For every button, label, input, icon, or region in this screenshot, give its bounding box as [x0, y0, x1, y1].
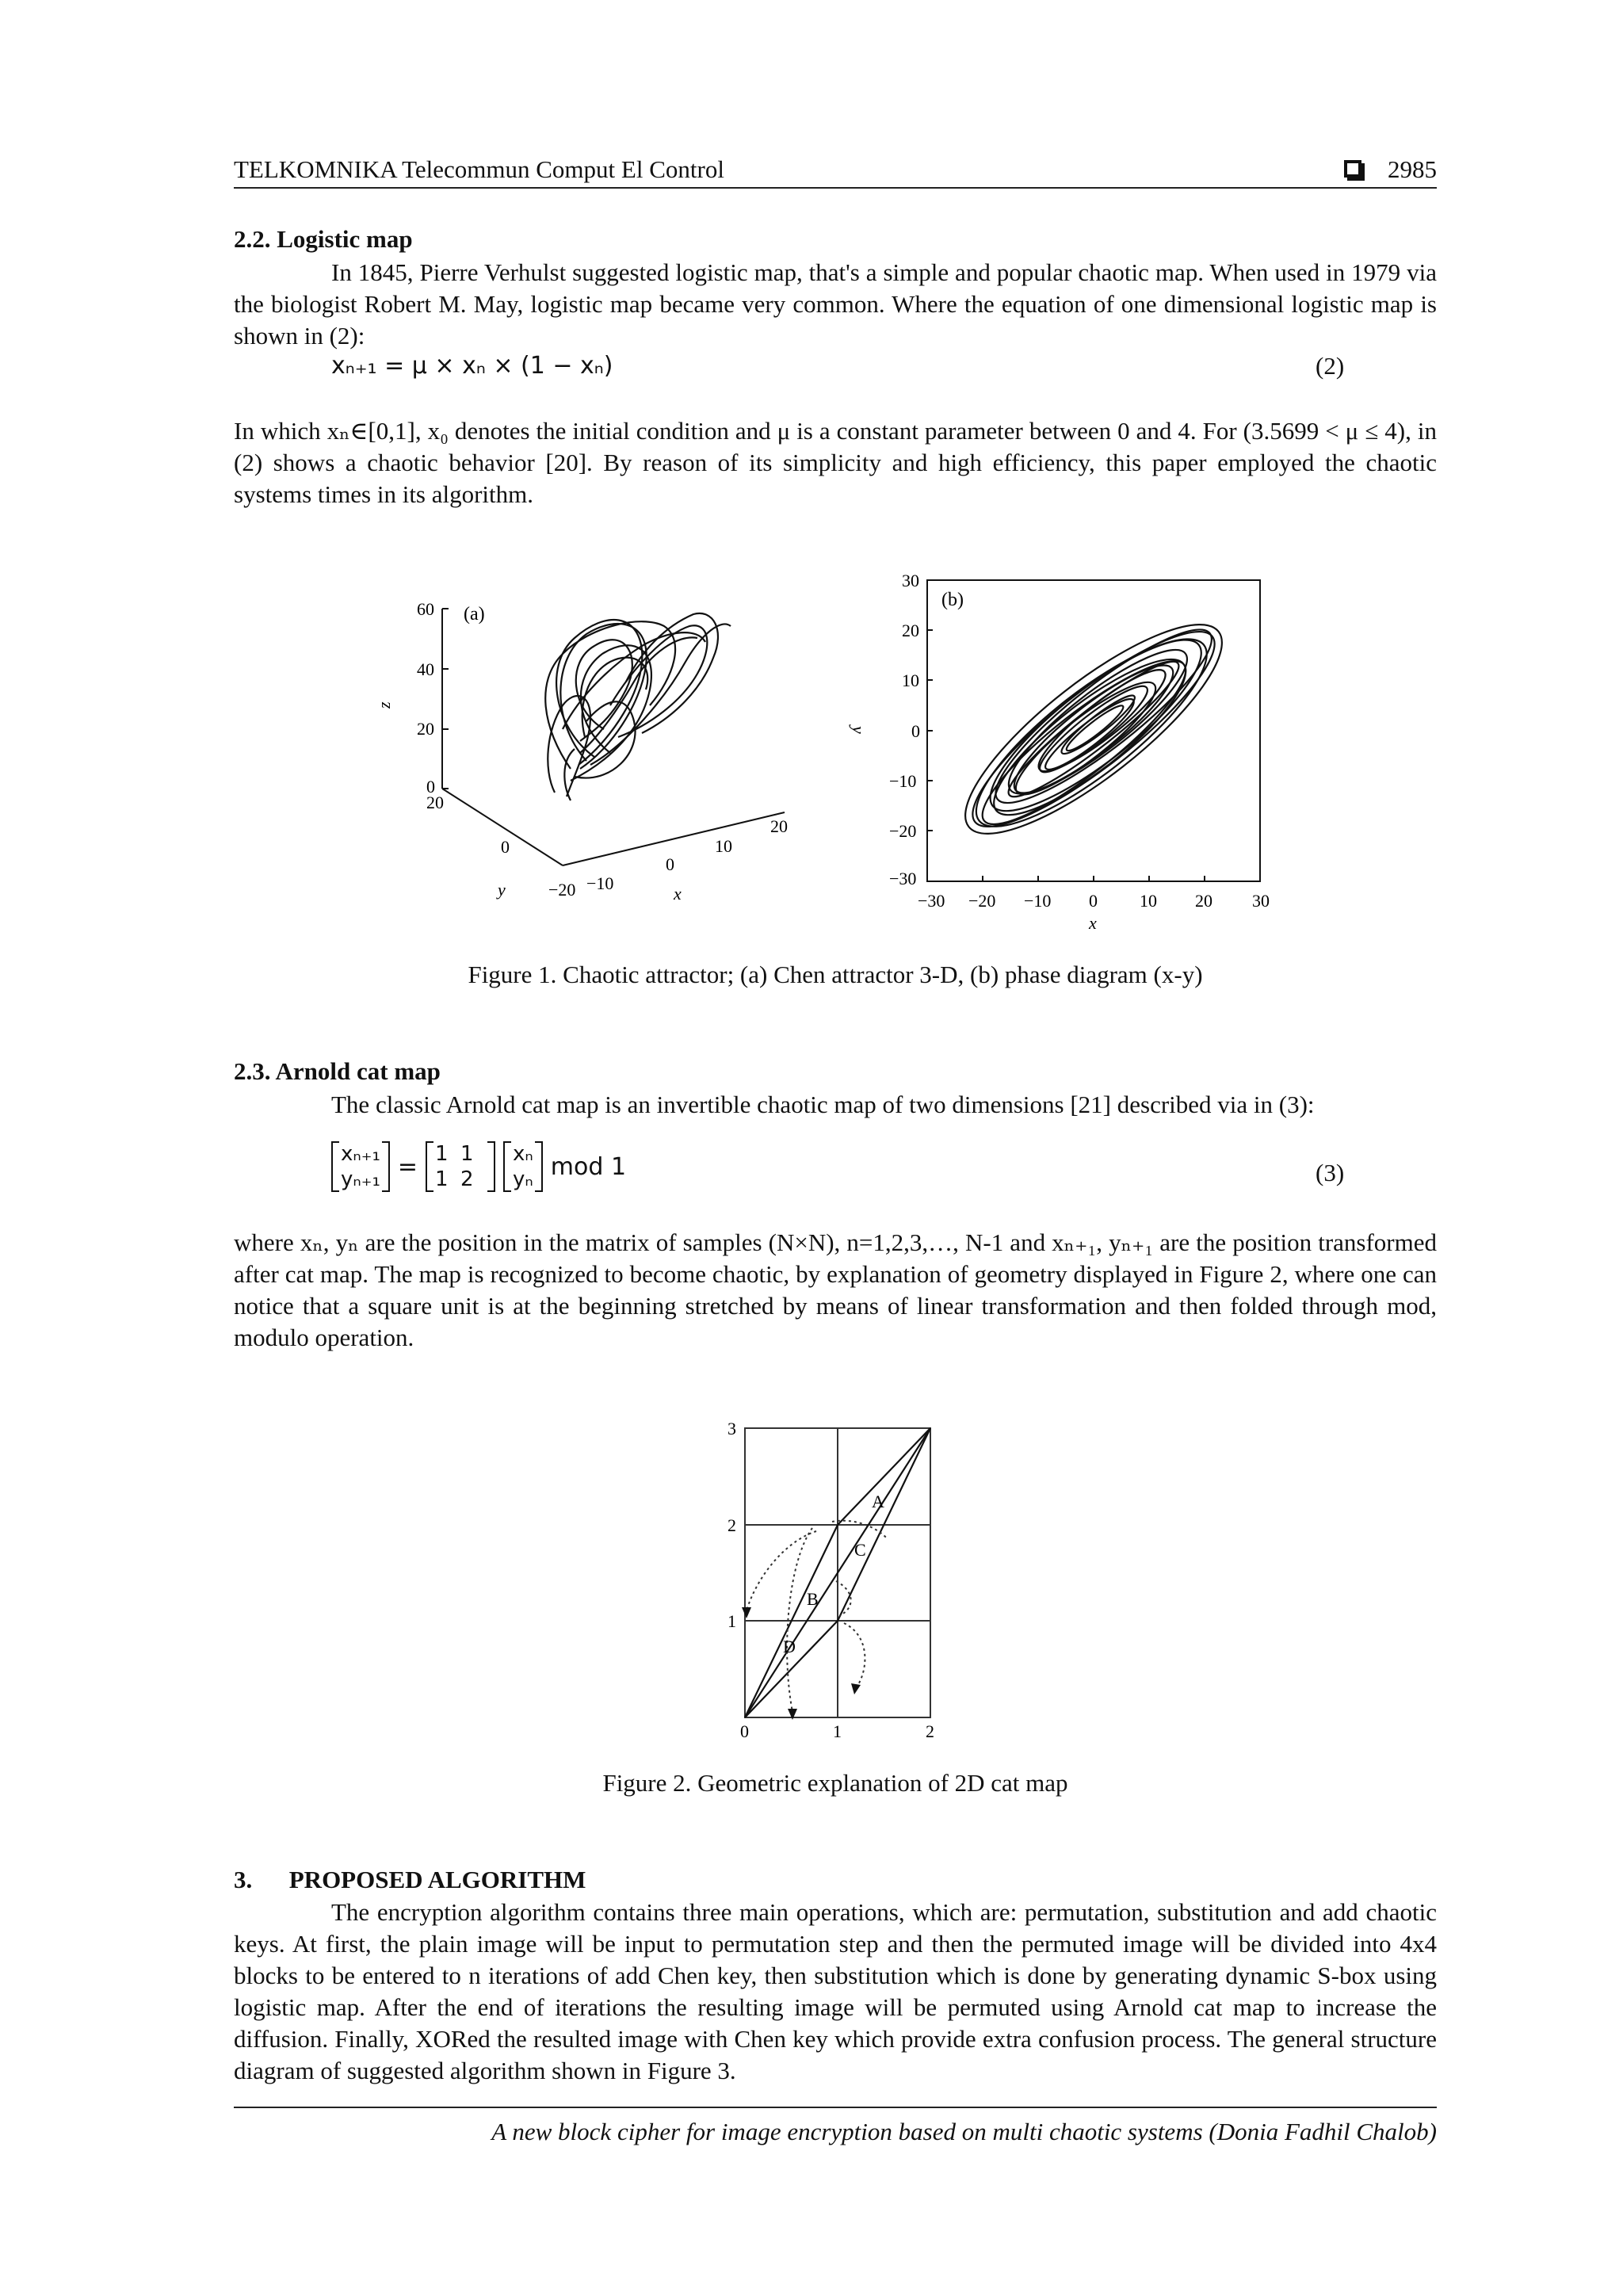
page-number: 2985: [1388, 155, 1437, 183]
tick-label: 10: [715, 836, 732, 856]
tick-label: −30: [918, 891, 945, 911]
paragraph-logistic-detail: In which xₙ∈[0,1], x₀ denotes the initial condition and μ is a constant parameter between 0 and 4. For (3.5699 < μ ≤ 4), in (2) shows a chaotic behavior [20]. By reason of its simplicity and high efficiency, this paper employed the chaotic systems times in its algorithm.: [234, 417, 1437, 508]
region-label-a: A: [872, 1492, 884, 1511]
matrix-cell: xₙ₊₁: [341, 1142, 380, 1166]
matrix-cell: yₙ: [513, 1167, 533, 1191]
section-title-logistic-map: 2.2. Logistic map: [234, 225, 413, 253]
tick-label: 0: [426, 777, 435, 797]
journal-title: TELKOMNIKA Telecommun Comput El Control: [234, 155, 724, 183]
figure-2: [713, 1411, 951, 1744]
figure-1: [372, 571, 1292, 933]
transform-matrix: [426, 1141, 495, 1192]
tick-label: 40: [417, 659, 434, 679]
paragraph-text: In 1845, Pierre Verhulst suggested logistic map, that's a simple and popular chaotic map. When used in 1979 via the biologist Robert M. May, logistic map became very common. Where the equation of one dimensional logistic map is shown in (2):: [234, 258, 1437, 350]
phase-trajectory: [939, 594, 1247, 865]
axis-label-x: x: [674, 884, 682, 904]
paragraph-text: The encryption algorithm contains three main operations, which are: permutation, substitution and add chaotic keys. At first, the plain image will be input to permutation step and then the permuted image will be divided into 4x4 blocks to be entered to n iterations of add Chen key, then substitution which is done by generating dynamic S-box using logistic map. After the end of iterations the resulting image will be permuted using Arnold cat map to increase the diffusion. Finally, XORed the resulted image with Chen key which provide extra confusion process. The general structure diagram of suggested algorithm shown in Figure 3.: [234, 1898, 1437, 2084]
tick-label: 10: [1140, 891, 1157, 911]
equation-3: [331, 1141, 626, 1192]
paragraph-arnold-detail: where xₙ, yₙ are the position in the matrix of samples (N×N), n=1,2,3,…, N-1 and xₙ₊₁, yₙ₊₁ are the position transformed after cat map. The map is recognized to become chaotic, by explanation of geometry displayed in Figure 2, where one can notice that a square unit is at the beginning stretched by means of linear transformation and then folded through mod, modulo operation.: [234, 1228, 1437, 1351]
region-label-c: C: [854, 1540, 866, 1560]
tick-label: 2: [926, 1721, 934, 1741]
tick-label: −10: [1024, 891, 1052, 911]
paragraph-text: The classic Arnold cat map is an invertible chaotic map of two dimensions [21] described via in (3):: [331, 1091, 1315, 1118]
section-title-proposed-algorithm: 3. PROPOSED ALGORITHM: [234, 1866, 586, 1893]
figure-1a-chen-attractor: [374, 599, 788, 904]
figure-1b-phase-diagram: [849, 571, 1270, 933]
region-label-b: B: [807, 1589, 819, 1609]
tick-label: −30: [889, 869, 917, 888]
figure-1-caption: Figure 1. Chaotic attractor; (a) Chen attractor 3-D, (b) phase diagram (x-y): [468, 961, 1203, 988]
square-box-icon: [1344, 160, 1361, 178]
section-title-arnold-cat-map: 2.3. Arnold cat map: [234, 1057, 441, 1085]
tick-label: 0: [1089, 891, 1098, 911]
tick-label: 20: [426, 793, 444, 812]
tick-label: 1: [727, 1611, 736, 1631]
lhs-vector: [331, 1141, 390, 1192]
matrix-cell: 2: [460, 1167, 474, 1191]
equals-sign: =: [397, 1152, 418, 1181]
matrix-cell: 1: [435, 1142, 449, 1166]
tick-label: 0: [911, 721, 920, 741]
panel-label-a: (a): [464, 604, 485, 625]
figure-2-caption: Figure 2. Geometric explanation of 2D cat map: [602, 1769, 1068, 1797]
tick-label: 20: [902, 621, 919, 640]
equation-number-2: (2): [1316, 352, 1345, 380]
page-header: [234, 155, 1437, 189]
footer-rule: [234, 2107, 1437, 2108]
axis-label-y: y: [498, 880, 506, 900]
region-label-d: D: [783, 1637, 796, 1656]
tick-label: −20: [548, 880, 576, 900]
paragraph-logistic-intro: [234, 257, 1437, 352]
attractor-trajectory: [545, 613, 731, 800]
tick-label: −10: [586, 873, 614, 893]
tick-label: 0: [740, 1721, 749, 1741]
equation-2: xₙ₊₁ = μ × xₙ × (1 − xₙ): [331, 352, 613, 380]
tick-label: 0: [501, 837, 510, 857]
equation-number-3: (3): [1316, 1159, 1345, 1186]
tick-label: 1: [833, 1721, 842, 1741]
matrix-cell: 1: [435, 1167, 449, 1191]
matrix-cell: 1: [460, 1142, 474, 1166]
tick-label: 3: [727, 1419, 736, 1438]
paragraph-arnold-intro: [234, 1089, 1437, 1121]
tick-label: 2: [727, 1515, 736, 1535]
tick-label: 30: [1252, 891, 1270, 911]
tick-label: 0: [666, 854, 674, 874]
paragraph-proposed-algorithm: [234, 1897, 1437, 2087]
tick-label: 10: [902, 670, 919, 690]
tick-label: 20: [417, 719, 434, 739]
axis-label-y: y: [849, 726, 869, 734]
mod-text: mod 1: [550, 1152, 627, 1181]
footer-citation: A new block cipher for image encryption based on multi chaotic systems (Donia Fadhil Chalob): [491, 2118, 1437, 2145]
tick-label: −20: [968, 891, 996, 911]
matrix-cell: yₙ₊₁: [341, 1167, 380, 1191]
tick-label: −10: [889, 771, 917, 791]
tick-label: −20: [889, 821, 917, 841]
tick-label: 20: [770, 816, 788, 836]
axis-label-z: z: [374, 701, 394, 709]
axis-label-x: x: [1089, 913, 1097, 933]
matrix-cell: xₙ: [513, 1142, 533, 1166]
tick-label: 60: [417, 599, 434, 619]
rhs-vector: [503, 1141, 543, 1192]
panel-label-b: (b): [941, 590, 964, 610]
tick-label: 20: [1195, 891, 1212, 911]
tick-label: 30: [902, 571, 919, 590]
